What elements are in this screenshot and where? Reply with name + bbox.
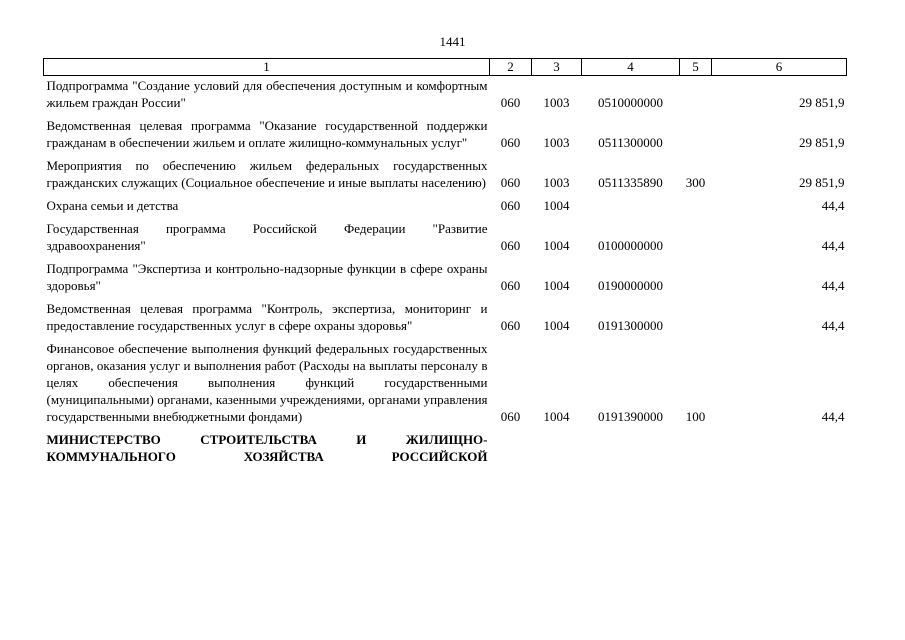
row-col-5: [680, 111, 712, 151]
row-col-2: 060: [500, 135, 521, 150]
ministry-heading: МИНИСТЕРСТВО СТРОИТЕЛЬСТВА И ЖИЛИЩНО-КОММУНАЛЬНОГО ХОЗЯЙСТВА РОССИЙСКОЙ: [46, 432, 488, 464]
header-col-1: 1: [44, 59, 490, 76]
row-description: Финансовое обеспечение выполнения функций федеральных государственных органов, оказания услуг и выполнения работ (Расходы на выплаты персоналу в целях обеспечения выполнения функций государственными (муниципальными) органами, казенными учреждениями, органами управления государственными внебюджетными фондами): [46, 341, 488, 424]
row-amount: 29 851,9: [799, 175, 845, 190]
row-col-4: 0511335890: [598, 175, 663, 190]
row-col-4: [582, 191, 680, 214]
row-col-2: 060: [500, 95, 521, 110]
row-col-4: 0511300000: [598, 135, 663, 150]
row-amount: 44,4: [821, 409, 845, 424]
row-col-5: [680, 76, 712, 112]
row-col-2: 060: [500, 409, 521, 424]
row-description: Подпрограмма "Создание условий для обеспечения доступным и комфортным жильем граждан России": [46, 78, 488, 110]
row-col-4: 0510000000: [598, 95, 663, 110]
header-col-6: 6: [712, 59, 847, 76]
row-col-4: 0191300000: [598, 318, 663, 333]
row-description: Мероприятия по обеспечению жильем федеральных государственных гражданских служащих (Социальное обеспечение и иные выплаты населению): [46, 158, 488, 190]
row-col-2: 060: [500, 318, 521, 333]
row-col-5: [680, 254, 712, 294]
row-description: Подпрограмма "Экспертиза и контрольно-надзорные функции в сфере охраны здоровья": [46, 261, 488, 293]
table-row: [44, 334, 847, 425]
row-col-2: 060: [500, 278, 521, 293]
row-col-3: 1003: [543, 95, 570, 110]
row-description: Ведомственная целевая программа "Контроль, экспертиза, мониторинг и предоставление государственных услуг в сфере охраны здоровья": [46, 301, 488, 333]
row-col-3: 1004: [543, 198, 570, 213]
page-number: 1441: [439, 34, 466, 49]
row-amount: 44,4: [821, 318, 845, 333]
ministry-row: [44, 425, 847, 465]
row-col-5: [680, 191, 712, 214]
table-header: [44, 59, 847, 76]
row-col-3: 1004: [543, 278, 570, 293]
row-description: Охрана семьи и детства: [46, 198, 179, 213]
row-amount: 44,4: [821, 198, 845, 213]
header-col-4: 4: [582, 59, 680, 76]
row-col-4: 0191390000: [598, 409, 663, 424]
row-col-4: 0190000000: [598, 278, 663, 293]
table-row: [44, 254, 847, 294]
header-col-5: 5: [680, 59, 712, 76]
row-col-4: 0100000000: [598, 238, 663, 253]
row-description: Ведомственная целевая программа "Оказание государственной поддержки гражданам в обеспечении жильем и оплате жилищно-коммунальных услуг": [46, 118, 488, 150]
table-row: [44, 294, 847, 334]
row-col-3: 1003: [543, 135, 570, 150]
row-amount: 44,4: [821, 278, 845, 293]
row-col-2: 060: [500, 175, 521, 190]
row-col-5: [680, 294, 712, 334]
row-col-2: 060: [500, 238, 521, 253]
table-row: [44, 111, 847, 151]
row-col-3: 1004: [543, 409, 570, 424]
table-row: [44, 214, 847, 254]
header-col-2: 2: [490, 59, 532, 76]
row-description: Государственная программа Российской Федерации "Развитие здравоохранения": [46, 221, 488, 253]
row-col-2: 060: [500, 198, 521, 213]
row-col-3: 1004: [543, 238, 570, 253]
row-col-5: 100: [685, 409, 706, 424]
row-col-5: [680, 214, 712, 254]
row-col-3: 1003: [543, 175, 570, 190]
row-col-3: 1004: [543, 318, 570, 333]
table-row: [44, 151, 847, 191]
row-amount: 29 851,9: [799, 95, 845, 110]
row-col-5: 300: [685, 175, 706, 190]
budget-table: [43, 58, 847, 465]
row-amount: 44,4: [821, 238, 845, 253]
table-row: [44, 191, 847, 214]
row-amount: 29 851,9: [799, 135, 845, 150]
header-col-3: 3: [532, 59, 582, 76]
table-row: [44, 76, 847, 112]
